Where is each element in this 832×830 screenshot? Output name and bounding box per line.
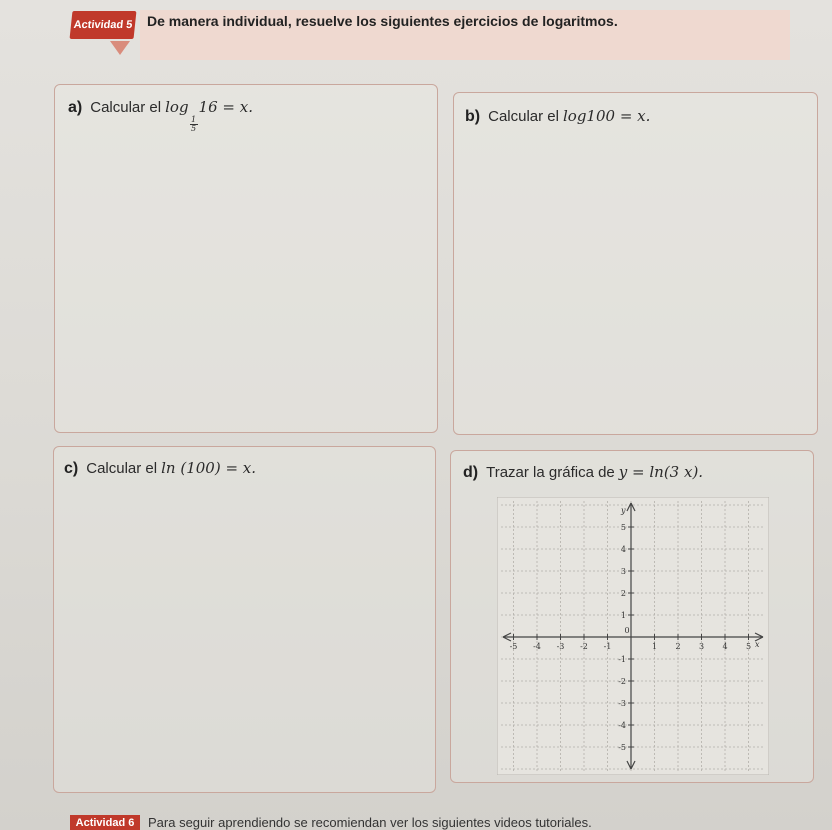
x-tick-label: 3: [698, 642, 705, 651]
exercise-a-fn: log: [165, 98, 189, 116]
x-tick-label: -4: [533, 642, 541, 651]
x-tick-label: -5: [509, 642, 518, 651]
x-tick-label: 1: [651, 642, 658, 651]
exercise-b-box: [453, 92, 818, 435]
exercise-b-math: log100 = x.: [562, 107, 651, 125]
exercise-a-label: a): [68, 99, 83, 116]
exercise-d-text: Trazar la gráfica de: [486, 464, 615, 481]
y-tick-label: 5: [620, 523, 626, 532]
exercise-d-label: d): [463, 464, 479, 481]
exercise-a-base-num: 1: [191, 115, 197, 124]
x-tick-label: -3: [556, 642, 565, 651]
x-tick-label: -2: [580, 642, 588, 651]
x-tick-label: 4: [722, 642, 728, 651]
y-tick-label: -5: [618, 743, 626, 752]
y-tick-label: -4: [618, 721, 626, 730]
exercise-c-label: c): [64, 460, 79, 477]
exercise-b: [465, 107, 650, 126]
activity-6-badge: Actividad 6: [70, 815, 140, 830]
y-tick-label: -3: [618, 699, 626, 708]
exercise-c-math: ln (100) = x.: [161, 459, 257, 477]
y-tick-label: 3: [620, 567, 626, 576]
exercise-d: [463, 463, 703, 482]
x-axis-label: x: [755, 640, 760, 649]
y-tick-label: 1: [620, 611, 626, 620]
y-tick-label: -1: [618, 655, 626, 664]
exercise-d-math: y = ln(3 x).: [618, 463, 704, 481]
exercise-a-base: [190, 116, 198, 133]
y-tick-label: -2: [618, 677, 626, 686]
instruction-text: De manera individual, resuelve los siguientes ejercicios de logaritmos.: [147, 13, 618, 29]
exercise-a-base-den: 5: [191, 124, 197, 133]
x-tick-label: 5: [745, 642, 752, 651]
exercise-a-rest: 16 = x.: [198, 98, 253, 116]
exercise-c-box: [53, 446, 436, 793]
activity-arrow-icon: [110, 41, 130, 55]
y-tick-label: 2: [620, 589, 626, 598]
exercise-c: [64, 459, 256, 478]
x-tick-label: 0: [624, 626, 630, 635]
exercise-a-text: Calcular el: [90, 99, 162, 116]
exercise-b-label: b): [465, 108, 481, 125]
coordinate-grid: [497, 497, 769, 775]
exercise-a-box: [54, 84, 438, 433]
y-tick-label: 4: [620, 545, 626, 554]
exercise-a: [68, 98, 253, 133]
y-axis-label: y: [621, 506, 626, 515]
activity-badge: Actividad 5: [70, 11, 137, 39]
grid-background: [497, 497, 769, 775]
exercise-a-math: [165, 98, 253, 133]
exercise-b-text: Calcular el: [488, 108, 559, 125]
activity-6-text: Para seguir aprendiendo se recomiendan ver los siguientes videos tutoriales.: [148, 815, 592, 830]
exercise-c-text: Calcular el: [86, 460, 158, 477]
x-tick-label: 2: [675, 642, 681, 651]
x-tick-label: -1: [603, 642, 612, 651]
